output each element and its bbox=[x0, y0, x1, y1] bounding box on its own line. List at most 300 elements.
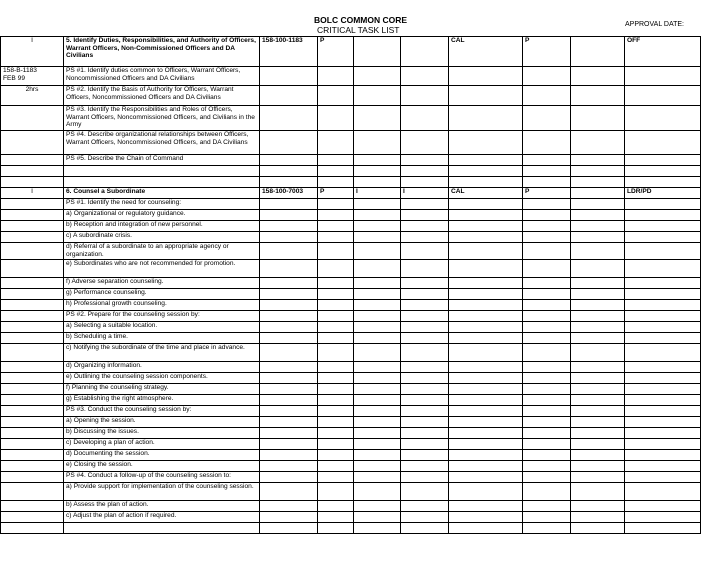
col-7-cell bbox=[523, 512, 571, 523]
col-5-cell bbox=[401, 289, 449, 300]
col-7-cell bbox=[523, 322, 571, 333]
col-7-cell bbox=[523, 155, 571, 166]
category-cell bbox=[625, 106, 701, 131]
col-7-cell bbox=[523, 344, 571, 362]
category-cell bbox=[625, 131, 701, 155]
col-p-cell bbox=[318, 155, 354, 166]
level-cell bbox=[1, 166, 64, 177]
col-4-cell bbox=[354, 450, 401, 461]
task-number-cell bbox=[260, 523, 318, 534]
col-5-cell bbox=[401, 384, 449, 395]
table-row bbox=[1, 67, 701, 86]
task-cell: 5. Identify Duties, Responsibilities, and Authority of Officers, Warrant Officers, Non-Commissioned Officers and DA Civilians bbox=[64, 37, 260, 67]
task-number-cell bbox=[260, 260, 318, 278]
task-number-cell bbox=[260, 67, 318, 86]
col-8-cell bbox=[571, 344, 625, 362]
col-4-cell bbox=[354, 67, 401, 86]
task-number-cell bbox=[260, 512, 318, 523]
level-cell bbox=[1, 501, 64, 512]
col-4-cell bbox=[354, 395, 401, 406]
cal-cell bbox=[449, 472, 523, 483]
table-row bbox=[1, 232, 701, 243]
col-4-cell bbox=[354, 260, 401, 278]
col-4-cell bbox=[354, 177, 401, 188]
col-5-cell bbox=[401, 260, 449, 278]
col-8-cell bbox=[571, 289, 625, 300]
cal-cell bbox=[449, 461, 523, 472]
table-row bbox=[1, 210, 701, 221]
col-8-cell bbox=[571, 67, 625, 86]
col-8-cell bbox=[571, 362, 625, 373]
col-5-cell bbox=[401, 450, 449, 461]
task-number-cell bbox=[260, 166, 318, 177]
col-4-cell bbox=[354, 37, 401, 67]
col-7-cell bbox=[523, 210, 571, 221]
col-5-cell bbox=[401, 439, 449, 450]
level-cell bbox=[1, 461, 64, 472]
cal-cell bbox=[449, 322, 523, 333]
cal-cell bbox=[449, 210, 523, 221]
cal-cell bbox=[449, 395, 523, 406]
level-cell bbox=[1, 155, 64, 166]
cal-cell bbox=[449, 417, 523, 428]
col-7-cell bbox=[523, 483, 571, 501]
col-8-cell bbox=[571, 155, 625, 166]
table-row bbox=[1, 362, 701, 373]
cal-cell bbox=[449, 155, 523, 166]
col-8-cell bbox=[571, 221, 625, 232]
approval-date-label: APPROVAL DATE: bbox=[625, 21, 684, 28]
task-cell: h) Professional growth counseling. bbox=[64, 300, 260, 311]
col-8-cell bbox=[571, 417, 625, 428]
task-cell: b) Assess the plan of action. bbox=[64, 501, 260, 512]
col-p-cell bbox=[318, 260, 354, 278]
col-p-cell bbox=[318, 417, 354, 428]
category-cell bbox=[625, 67, 701, 86]
table-row bbox=[1, 37, 701, 67]
col-7-cell bbox=[523, 523, 571, 534]
col-p-cell bbox=[318, 450, 354, 461]
col-8-cell bbox=[571, 260, 625, 278]
task-number-cell bbox=[260, 311, 318, 322]
level-cell bbox=[1, 289, 64, 300]
task-cell: a) Opening the session. bbox=[64, 417, 260, 428]
col-7-cell bbox=[523, 260, 571, 278]
col-8-cell bbox=[571, 322, 625, 333]
col-p-cell bbox=[318, 406, 354, 417]
cal-cell bbox=[449, 131, 523, 155]
task-cell: f) Adverse separation counseling. bbox=[64, 278, 260, 289]
col-p-cell bbox=[318, 395, 354, 406]
col-p-cell bbox=[318, 199, 354, 210]
category-cell bbox=[625, 406, 701, 417]
table-row bbox=[1, 322, 701, 333]
col-4-cell bbox=[354, 278, 401, 289]
col-5-cell bbox=[401, 472, 449, 483]
col-7-cell bbox=[523, 373, 571, 384]
task-cell: c) Notifying the subordinate of the time and place in advance. bbox=[64, 344, 260, 362]
col-p-cell bbox=[318, 333, 354, 344]
col-4-cell bbox=[354, 131, 401, 155]
category-cell bbox=[625, 210, 701, 221]
document-subtitle: CRITICAL TASK LIST bbox=[317, 25, 400, 35]
col-p-cell bbox=[318, 210, 354, 221]
task-cell: e) Subordinates who are not recommended for promotion. bbox=[64, 260, 260, 278]
cal-cell bbox=[449, 344, 523, 362]
col-7-cell bbox=[523, 395, 571, 406]
task-number-cell bbox=[260, 131, 318, 155]
level-cell: I bbox=[1, 37, 64, 67]
col-7-cell bbox=[523, 243, 571, 260]
category-cell bbox=[625, 439, 701, 450]
cal-cell bbox=[449, 373, 523, 384]
level-cell bbox=[1, 450, 64, 461]
task-cell: 6. Counsel a Subordinate bbox=[64, 188, 260, 199]
col-8-cell bbox=[571, 450, 625, 461]
level-cell bbox=[1, 221, 64, 232]
task-number-cell bbox=[260, 362, 318, 373]
level-cell bbox=[1, 523, 64, 534]
col-7-cell bbox=[523, 461, 571, 472]
category-cell bbox=[625, 86, 701, 106]
col-5-cell bbox=[401, 322, 449, 333]
col-p-cell bbox=[318, 384, 354, 395]
task-cell: b) Reception and integration of new personnel. bbox=[64, 221, 260, 232]
col-7-cell bbox=[523, 86, 571, 106]
category-cell bbox=[625, 384, 701, 395]
task-number-cell bbox=[260, 483, 318, 501]
level-cell bbox=[1, 177, 64, 188]
category-cell bbox=[625, 461, 701, 472]
category-cell bbox=[625, 300, 701, 311]
level-cell bbox=[1, 300, 64, 311]
col-8-cell bbox=[571, 472, 625, 483]
col-8-cell bbox=[571, 300, 625, 311]
cal-cell bbox=[449, 199, 523, 210]
col-5-cell bbox=[401, 106, 449, 131]
col-4-cell bbox=[354, 210, 401, 221]
col-7-cell bbox=[523, 106, 571, 131]
task-cell: PS #1. Identify duties common to Officers, Warrant Officers, Noncommissioned Officers and DA Civilians bbox=[64, 67, 260, 86]
col-7-cell bbox=[523, 278, 571, 289]
col-7-cell bbox=[523, 221, 571, 232]
col-5-cell: I bbox=[401, 188, 449, 199]
col-8-cell bbox=[571, 461, 625, 472]
category-cell bbox=[625, 450, 701, 461]
col-4-cell bbox=[354, 439, 401, 450]
task-number-cell bbox=[260, 199, 318, 210]
col-5-cell bbox=[401, 523, 449, 534]
table-row bbox=[1, 166, 701, 177]
col-8-cell bbox=[571, 333, 625, 344]
task-number-cell bbox=[260, 322, 318, 333]
category-cell bbox=[625, 523, 701, 534]
task-cell: d) Referral of a subordinate to an appropriate agency or organization. bbox=[64, 243, 260, 260]
level-cell bbox=[1, 417, 64, 428]
task-cell: a) Selecting a suitable location. bbox=[64, 322, 260, 333]
col-8-cell bbox=[571, 483, 625, 501]
task-cell: b) Discussing the issues. bbox=[64, 428, 260, 439]
cal-cell bbox=[449, 260, 523, 278]
task-cell: PS #4. Describe organizational relationships between Officers, Warrant Officers, Noncommissioned Officers, and DA Civilians bbox=[64, 131, 260, 155]
task-number-cell bbox=[260, 406, 318, 417]
table-row bbox=[1, 278, 701, 289]
col-7-cell bbox=[523, 177, 571, 188]
col-8-cell bbox=[571, 428, 625, 439]
col-8-cell bbox=[571, 37, 625, 67]
task-cell: c) Adjust the plan of action if required. bbox=[64, 512, 260, 523]
col-4-cell bbox=[354, 344, 401, 362]
col-8-cell bbox=[571, 177, 625, 188]
task-number-cell bbox=[260, 289, 318, 300]
task-number-cell bbox=[260, 373, 318, 384]
col-p-cell bbox=[318, 472, 354, 483]
cal-cell: CAL bbox=[449, 188, 523, 199]
task-cell: PS #3. Conduct the counseling session by: bbox=[64, 406, 260, 417]
col-8-cell bbox=[571, 188, 625, 199]
cal-cell bbox=[449, 428, 523, 439]
category-cell bbox=[625, 221, 701, 232]
cal-cell bbox=[449, 106, 523, 131]
level-cell bbox=[1, 131, 64, 155]
task-number-cell bbox=[260, 395, 318, 406]
col-p-cell bbox=[318, 86, 354, 106]
col-5-cell bbox=[401, 199, 449, 210]
col-4-cell bbox=[354, 333, 401, 344]
table-row bbox=[1, 483, 701, 501]
col-8-cell bbox=[571, 166, 625, 177]
level-cell bbox=[1, 278, 64, 289]
task-cell: d) Documenting the session. bbox=[64, 450, 260, 461]
col-4-cell bbox=[354, 322, 401, 333]
col-p-cell bbox=[318, 131, 354, 155]
col-5-cell bbox=[401, 67, 449, 86]
task-cell: e) Closing the session. bbox=[64, 461, 260, 472]
level-cell bbox=[1, 344, 64, 362]
category-cell bbox=[625, 501, 701, 512]
col-5-cell bbox=[401, 344, 449, 362]
col-7-cell bbox=[523, 384, 571, 395]
col-4-cell bbox=[354, 428, 401, 439]
cal-cell bbox=[449, 483, 523, 501]
col-p-cell bbox=[318, 523, 354, 534]
table-row bbox=[1, 344, 701, 362]
col-7-cell bbox=[523, 199, 571, 210]
task-cell: e) Outlining the counseling session components. bbox=[64, 373, 260, 384]
task-number-cell bbox=[260, 501, 318, 512]
category-cell bbox=[625, 289, 701, 300]
col-5-cell bbox=[401, 166, 449, 177]
table-row bbox=[1, 472, 701, 483]
col-7-cell: P bbox=[523, 188, 571, 199]
task-number-cell bbox=[260, 221, 318, 232]
category-cell bbox=[625, 428, 701, 439]
cal-cell bbox=[449, 406, 523, 417]
col-8-cell bbox=[571, 278, 625, 289]
cal-cell bbox=[449, 166, 523, 177]
col-7-cell bbox=[523, 428, 571, 439]
col-4-cell bbox=[354, 300, 401, 311]
col-8-cell bbox=[571, 523, 625, 534]
table-row bbox=[1, 155, 701, 166]
col-p-cell bbox=[318, 166, 354, 177]
table-row bbox=[1, 199, 701, 210]
table-row bbox=[1, 106, 701, 131]
table-row bbox=[1, 289, 701, 300]
col-p-cell bbox=[318, 311, 354, 322]
task-cell bbox=[64, 523, 260, 534]
task-cell: a) Organizational or regulatory guidance. bbox=[64, 210, 260, 221]
col-7-cell bbox=[523, 131, 571, 155]
col-p-cell bbox=[318, 289, 354, 300]
category-cell bbox=[625, 243, 701, 260]
level-cell bbox=[1, 322, 64, 333]
col-p-cell bbox=[318, 232, 354, 243]
col-p-cell bbox=[318, 177, 354, 188]
category-cell bbox=[625, 232, 701, 243]
table-row bbox=[1, 461, 701, 472]
table-row bbox=[1, 406, 701, 417]
task-cell: g) Establishing the right atmosphere. bbox=[64, 395, 260, 406]
task-number-cell bbox=[260, 450, 318, 461]
table-row bbox=[1, 417, 701, 428]
task-number-cell bbox=[260, 177, 318, 188]
col-p-cell bbox=[318, 221, 354, 232]
col-7-cell bbox=[523, 289, 571, 300]
task-cell: PS #4. Conduct a follow-up of the counseling session to: bbox=[64, 472, 260, 483]
task-number-cell bbox=[260, 417, 318, 428]
col-8-cell bbox=[571, 86, 625, 106]
level-cell bbox=[1, 199, 64, 210]
level-cell bbox=[1, 483, 64, 501]
table-body bbox=[1, 37, 701, 534]
col-p-cell bbox=[318, 501, 354, 512]
col-5-cell bbox=[401, 395, 449, 406]
col-p-cell: P bbox=[318, 188, 354, 199]
category-cell: LDR/PD bbox=[625, 188, 701, 199]
table-row bbox=[1, 512, 701, 523]
col-5-cell bbox=[401, 131, 449, 155]
col-5-cell bbox=[401, 428, 449, 439]
col-p-cell bbox=[318, 67, 354, 86]
col-5-cell bbox=[401, 278, 449, 289]
col-4-cell bbox=[354, 311, 401, 322]
cal-cell bbox=[449, 501, 523, 512]
table-row bbox=[1, 131, 701, 155]
col-8-cell bbox=[571, 210, 625, 221]
task-number-cell bbox=[260, 300, 318, 311]
col-7-cell: P bbox=[523, 37, 571, 67]
table-row bbox=[1, 395, 701, 406]
level-cell bbox=[1, 395, 64, 406]
cal-cell bbox=[449, 221, 523, 232]
col-7-cell bbox=[523, 362, 571, 373]
col-7-cell bbox=[523, 232, 571, 243]
level-cell bbox=[1, 311, 64, 322]
table-row bbox=[1, 177, 701, 188]
level-cell bbox=[1, 333, 64, 344]
level-cell bbox=[1, 512, 64, 523]
task-number-cell bbox=[260, 86, 318, 106]
table-row bbox=[1, 260, 701, 278]
col-8-cell bbox=[571, 501, 625, 512]
col-4-cell bbox=[354, 483, 401, 501]
col-p-cell bbox=[318, 278, 354, 289]
col-5-cell bbox=[401, 311, 449, 322]
col-5-cell bbox=[401, 362, 449, 373]
col-7-cell bbox=[523, 166, 571, 177]
table-row bbox=[1, 384, 701, 395]
level-cell bbox=[1, 428, 64, 439]
col-8-cell bbox=[571, 395, 625, 406]
col-4-cell bbox=[354, 406, 401, 417]
category-cell bbox=[625, 311, 701, 322]
level-cell bbox=[1, 362, 64, 373]
task-number-cell bbox=[260, 472, 318, 483]
cal-cell bbox=[449, 289, 523, 300]
cal-cell bbox=[449, 311, 523, 322]
table-row bbox=[1, 333, 701, 344]
col-4-cell bbox=[354, 373, 401, 384]
col-p-cell bbox=[318, 461, 354, 472]
level-cell bbox=[1, 439, 64, 450]
category-cell bbox=[625, 472, 701, 483]
document-title: BOLC COMMON CORE bbox=[314, 15, 408, 25]
category-cell bbox=[625, 417, 701, 428]
col-5-cell bbox=[401, 373, 449, 384]
task-number-cell bbox=[260, 278, 318, 289]
level-cell: 2hrs bbox=[1, 86, 64, 106]
col-8-cell bbox=[571, 439, 625, 450]
cal-cell bbox=[449, 512, 523, 523]
category-cell bbox=[625, 373, 701, 384]
level-cell bbox=[1, 232, 64, 243]
cal-cell bbox=[449, 177, 523, 188]
col-7-cell bbox=[523, 333, 571, 344]
col-8-cell bbox=[571, 311, 625, 322]
col-5-cell bbox=[401, 86, 449, 106]
task-cell: c) Developing a plan of action. bbox=[64, 439, 260, 450]
cal-cell bbox=[449, 439, 523, 450]
task-cell: PS #3. Identify the Responsibilities and Roles of Officers, Warrant Officers, Noncommissioned Officers, and Civilians in the Army bbox=[64, 106, 260, 131]
category-cell bbox=[625, 333, 701, 344]
col-4-cell bbox=[354, 384, 401, 395]
task-cell bbox=[64, 166, 260, 177]
col-4-cell bbox=[354, 221, 401, 232]
task-number-cell bbox=[260, 439, 318, 450]
task-number-cell bbox=[260, 210, 318, 221]
col-8-cell bbox=[571, 232, 625, 243]
task-cell: d) Organizing information. bbox=[64, 362, 260, 373]
col-p-cell bbox=[318, 373, 354, 384]
level-cell bbox=[1, 106, 64, 131]
col-5-cell bbox=[401, 406, 449, 417]
col-5-cell bbox=[401, 461, 449, 472]
table-row bbox=[1, 501, 701, 512]
task-cell: PS #1. Identify the need for counseling: bbox=[64, 199, 260, 210]
col-4-cell bbox=[354, 86, 401, 106]
task-cell: c) A subordinate crisis. bbox=[64, 232, 260, 243]
task-number-cell bbox=[260, 155, 318, 166]
col-5-cell bbox=[401, 243, 449, 260]
task-cell bbox=[64, 177, 260, 188]
col-5-cell bbox=[401, 177, 449, 188]
cal-cell bbox=[449, 362, 523, 373]
cal-cell bbox=[449, 86, 523, 106]
col-p-cell bbox=[318, 428, 354, 439]
category-cell bbox=[625, 362, 701, 373]
cal-cell bbox=[449, 384, 523, 395]
